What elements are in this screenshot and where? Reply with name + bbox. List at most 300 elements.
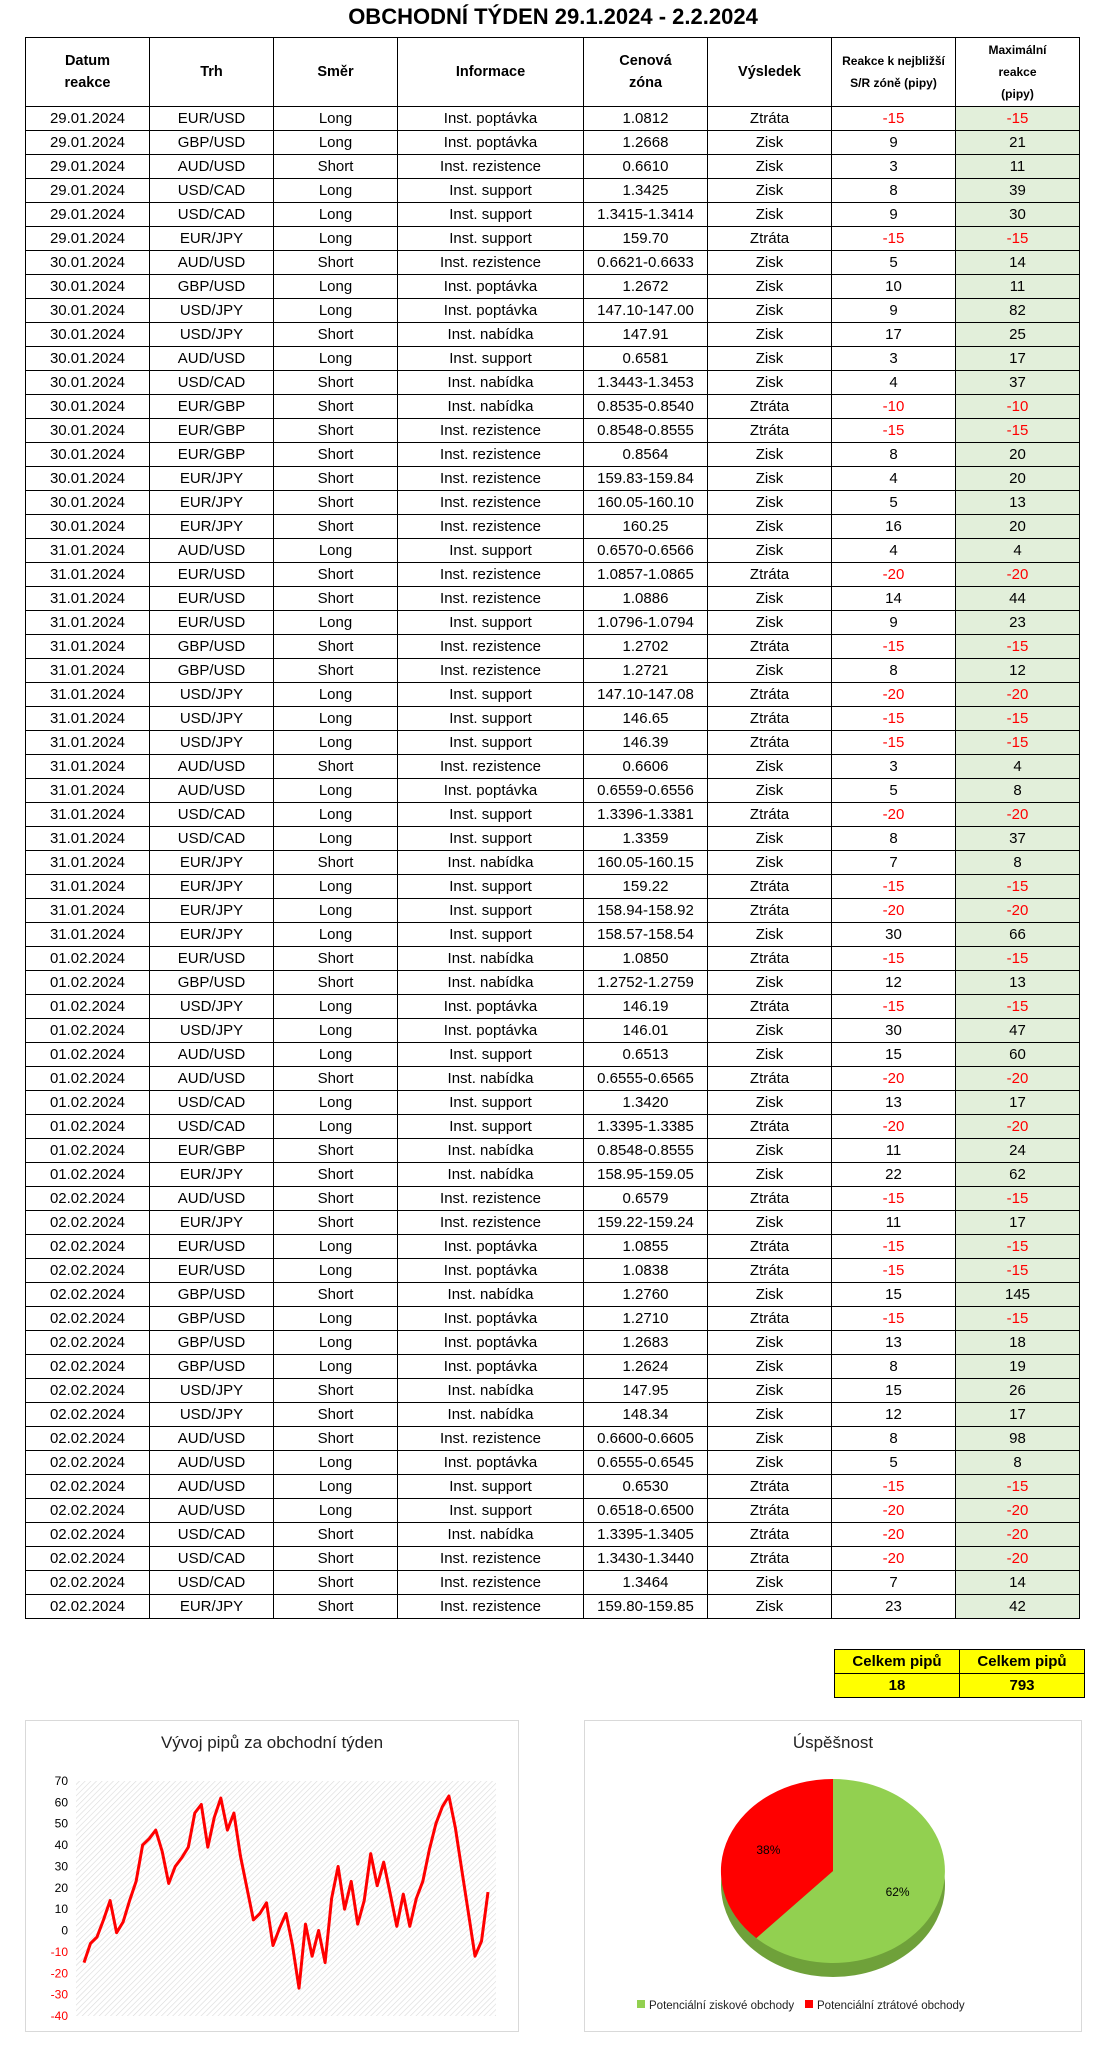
cell-zone: 1.0796-1.0794 bbox=[584, 611, 708, 635]
cell-info: Inst. support bbox=[398, 611, 584, 635]
table-row bbox=[26, 1067, 1080, 1091]
cell-direction: Long bbox=[274, 731, 398, 755]
cell-max-reaction: 8 bbox=[956, 1451, 1080, 1475]
cell-reaction: -20 bbox=[832, 1547, 956, 1571]
cell-result: Zisk bbox=[708, 371, 832, 395]
cell-date: 01.02.2024 bbox=[26, 947, 150, 971]
cell-direction: Long bbox=[274, 275, 398, 299]
cell-date: 31.01.2024 bbox=[26, 803, 150, 827]
cell-info: Inst. support bbox=[398, 899, 584, 923]
total-label-reaction: Celkem pipů bbox=[835, 1650, 960, 1674]
cell-market: EUR/GBP bbox=[150, 419, 274, 443]
cell-info: Inst. rezistence bbox=[398, 755, 584, 779]
cell-date: 02.02.2024 bbox=[26, 1211, 150, 1235]
cell-market: USD/CAD bbox=[150, 1571, 274, 1595]
cell-reaction: 9 bbox=[832, 131, 956, 155]
cell-date: 31.01.2024 bbox=[26, 611, 150, 635]
table-row bbox=[26, 275, 1080, 299]
cell-info: Inst. nabídka bbox=[398, 851, 584, 875]
cell-result: Zisk bbox=[708, 779, 832, 803]
cell-info: Inst. poptávka bbox=[398, 1259, 584, 1283]
cell-max-reaction: -15 bbox=[956, 995, 1080, 1019]
cell-zone: 158.57-158.54 bbox=[584, 923, 708, 947]
cell-reaction: -20 bbox=[832, 803, 956, 827]
cell-market: USD/CAD bbox=[150, 203, 274, 227]
cell-market: USD/JPY bbox=[150, 707, 274, 731]
cell-date: 31.01.2024 bbox=[26, 827, 150, 851]
cell-reaction: -15 bbox=[832, 635, 956, 659]
cell-date: 30.01.2024 bbox=[26, 275, 150, 299]
cell-reaction: -15 bbox=[832, 947, 956, 971]
cell-market: EUR/JPY bbox=[150, 1211, 274, 1235]
cell-market: EUR/GBP bbox=[150, 443, 274, 467]
cell-info: Inst. nabídka bbox=[398, 323, 584, 347]
cell-result: Zisk bbox=[708, 131, 832, 155]
cell-info: Inst. support bbox=[398, 347, 584, 371]
cell-direction: Long bbox=[274, 995, 398, 1019]
cell-result: Zisk bbox=[708, 1331, 832, 1355]
line-chart bbox=[26, 1721, 518, 2031]
table-row bbox=[26, 515, 1080, 539]
cell-market: EUR/GBP bbox=[150, 395, 274, 419]
table-row bbox=[26, 203, 1080, 227]
cell-info: Inst. support bbox=[398, 203, 584, 227]
cell-max-reaction: 47 bbox=[956, 1019, 1080, 1043]
cell-direction: Long bbox=[274, 299, 398, 323]
cell-direction: Long bbox=[274, 1091, 398, 1115]
col-header-market: Trh bbox=[150, 38, 274, 107]
cell-result: Zisk bbox=[708, 971, 832, 995]
table-row bbox=[26, 1019, 1080, 1043]
cell-reaction: -15 bbox=[832, 419, 956, 443]
cell-direction: Short bbox=[274, 323, 398, 347]
cell-info: Inst. poptávka bbox=[398, 779, 584, 803]
pie-value-label: 62% bbox=[885, 1885, 910, 1899]
legend-swatch bbox=[805, 2000, 813, 2008]
cell-zone: 0.8564 bbox=[584, 443, 708, 467]
cell-date: 01.02.2024 bbox=[26, 1067, 150, 1091]
cell-market: AUD/USD bbox=[150, 1451, 274, 1475]
table-row bbox=[26, 491, 1080, 515]
cell-direction: Short bbox=[274, 1187, 398, 1211]
cell-direction: Short bbox=[274, 371, 398, 395]
cell-market: USD/CAD bbox=[150, 1091, 274, 1115]
table-row bbox=[26, 539, 1080, 563]
y-tick-label: -10 bbox=[50, 1944, 68, 1959]
cell-market: EUR/USD bbox=[150, 611, 274, 635]
cell-zone: 0.6570-0.6566 bbox=[584, 539, 708, 563]
cell-info: Inst. support bbox=[398, 875, 584, 899]
cell-date: 30.01.2024 bbox=[26, 371, 150, 395]
cell-direction: Short bbox=[274, 755, 398, 779]
cell-market: GBP/USD bbox=[150, 131, 274, 155]
cell-reaction: 12 bbox=[832, 971, 956, 995]
y-tick-label: 40 bbox=[54, 1838, 68, 1853]
table-row bbox=[26, 347, 1080, 371]
cell-info: Inst. poptávka bbox=[398, 299, 584, 323]
cell-result: Ztráta bbox=[708, 1307, 832, 1331]
cell-result: Ztráta bbox=[708, 107, 832, 131]
cell-result: Zisk bbox=[708, 251, 832, 275]
cell-direction: Short bbox=[274, 1211, 398, 1235]
cell-result: Zisk bbox=[708, 1139, 832, 1163]
cell-date: 02.02.2024 bbox=[26, 1547, 150, 1571]
cell-result: Zisk bbox=[708, 1379, 832, 1403]
cell-zone: 1.0855 bbox=[584, 1235, 708, 1259]
cell-date: 31.01.2024 bbox=[26, 779, 150, 803]
cell-max-reaction: 20 bbox=[956, 443, 1080, 467]
table-row bbox=[26, 467, 1080, 491]
cell-max-reaction: 18 bbox=[956, 1331, 1080, 1355]
cell-date: 31.01.2024 bbox=[26, 707, 150, 731]
cell-market: EUR/JPY bbox=[150, 923, 274, 947]
cell-market: GBP/USD bbox=[150, 659, 274, 683]
cell-direction: Long bbox=[274, 923, 398, 947]
cell-reaction: -15 bbox=[832, 1475, 956, 1499]
cell-reaction: -20 bbox=[832, 1067, 956, 1091]
cell-direction: Short bbox=[274, 1283, 398, 1307]
cell-direction: Short bbox=[274, 1067, 398, 1091]
cell-zone: 1.3396-1.3381 bbox=[584, 803, 708, 827]
cell-max-reaction: 82 bbox=[956, 299, 1080, 323]
cell-date: 29.01.2024 bbox=[26, 203, 150, 227]
cell-zone: 1.3464 bbox=[584, 1571, 708, 1595]
cell-max-reaction: 37 bbox=[956, 827, 1080, 851]
cell-zone: 1.3395-1.3405 bbox=[584, 1523, 708, 1547]
cell-reaction: -20 bbox=[832, 563, 956, 587]
cell-zone: 160.05-160.15 bbox=[584, 851, 708, 875]
cell-result: Ztráta bbox=[708, 419, 832, 443]
cell-info: Inst. support bbox=[398, 539, 584, 563]
cell-reaction: 15 bbox=[832, 1379, 956, 1403]
cell-direction: Long bbox=[274, 611, 398, 635]
table-row bbox=[26, 899, 1080, 923]
cell-zone: 0.6518-0.6500 bbox=[584, 1499, 708, 1523]
cell-reaction: 15 bbox=[832, 1043, 956, 1067]
table-row bbox=[26, 563, 1080, 587]
cell-market: EUR/GBP bbox=[150, 1139, 274, 1163]
cell-market: USD/JPY bbox=[150, 995, 274, 1019]
table-row bbox=[26, 1451, 1080, 1475]
cell-max-reaction: -20 bbox=[956, 563, 1080, 587]
cell-info: Inst. nabídka bbox=[398, 1523, 584, 1547]
cell-direction: Long bbox=[274, 1499, 398, 1523]
cell-info: Inst. poptávka bbox=[398, 1019, 584, 1043]
cell-result: Zisk bbox=[708, 443, 832, 467]
cell-info: Inst. support bbox=[398, 227, 584, 251]
cell-max-reaction: -15 bbox=[956, 227, 1080, 251]
cell-direction: Short bbox=[274, 635, 398, 659]
pie-chart bbox=[585, 1721, 1081, 2031]
legend-label: Potenciální ztrátové obchody bbox=[817, 2000, 965, 2012]
cell-direction: Long bbox=[274, 1235, 398, 1259]
table-row bbox=[26, 1499, 1080, 1523]
cell-info: Inst. rezistence bbox=[398, 1427, 584, 1451]
cell-zone: 1.0857-1.0865 bbox=[584, 563, 708, 587]
cell-direction: Long bbox=[274, 803, 398, 827]
cell-zone: 1.3420 bbox=[584, 1091, 708, 1115]
col-header-reaction: Reakce k nejbližší S/R zóně (pipy) bbox=[832, 38, 956, 107]
cell-zone: 1.0812 bbox=[584, 107, 708, 131]
cell-info: Inst. rezistence bbox=[398, 1571, 584, 1595]
cell-zone: 1.3430-1.3440 bbox=[584, 1547, 708, 1571]
cell-direction: Long bbox=[274, 1355, 398, 1379]
y-tick-label: 50 bbox=[54, 1816, 68, 1831]
cell-info: Inst. support bbox=[398, 827, 584, 851]
cell-date: 30.01.2024 bbox=[26, 251, 150, 275]
table-row bbox=[26, 299, 1080, 323]
cell-max-reaction: 17 bbox=[956, 1403, 1080, 1427]
table-row bbox=[26, 1187, 1080, 1211]
cell-result: Zisk bbox=[708, 1019, 832, 1043]
cell-date: 01.02.2024 bbox=[26, 1115, 150, 1139]
cell-date: 02.02.2024 bbox=[26, 1331, 150, 1355]
cell-reaction: -15 bbox=[832, 1259, 956, 1283]
cell-reaction: 5 bbox=[832, 251, 956, 275]
cell-zone: 159.22-159.24 bbox=[584, 1211, 708, 1235]
cell-reaction: 5 bbox=[832, 491, 956, 515]
cell-market: EUR/JPY bbox=[150, 515, 274, 539]
cell-result: Ztráta bbox=[708, 899, 832, 923]
cell-date: 29.01.2024 bbox=[26, 179, 150, 203]
cell-result: Zisk bbox=[708, 1595, 832, 1619]
cell-zone: 0.8548-0.8555 bbox=[584, 419, 708, 443]
cell-market: EUR/JPY bbox=[150, 899, 274, 923]
cell-market: EUR/USD bbox=[150, 947, 274, 971]
cell-reaction: 9 bbox=[832, 299, 956, 323]
cell-direction: Short bbox=[274, 851, 398, 875]
cell-info: Inst. rezistence bbox=[398, 587, 584, 611]
cell-max-reaction: 24 bbox=[956, 1139, 1080, 1163]
cell-max-reaction: 4 bbox=[956, 539, 1080, 563]
cell-info: Inst. support bbox=[398, 1043, 584, 1067]
cell-date: 01.02.2024 bbox=[26, 1019, 150, 1043]
cell-date: 29.01.2024 bbox=[26, 155, 150, 179]
cell-result: Ztráta bbox=[708, 227, 832, 251]
y-tick-label: -30 bbox=[50, 1987, 68, 2002]
table-row bbox=[26, 659, 1080, 683]
cell-reaction: -20 bbox=[832, 1499, 956, 1523]
cell-date: 02.02.2024 bbox=[26, 1523, 150, 1547]
cell-reaction: -15 bbox=[832, 107, 956, 131]
cell-result: Zisk bbox=[708, 155, 832, 179]
cell-info: Inst. support bbox=[398, 923, 584, 947]
cell-direction: Long bbox=[274, 707, 398, 731]
cell-date: 30.01.2024 bbox=[26, 515, 150, 539]
cell-market: EUR/USD bbox=[150, 1235, 274, 1259]
cell-info: Inst. support bbox=[398, 803, 584, 827]
cell-market: USD/CAD bbox=[150, 179, 274, 203]
table-row bbox=[26, 1547, 1080, 1571]
cell-zone: 159.22 bbox=[584, 875, 708, 899]
cell-reaction: 7 bbox=[832, 1571, 956, 1595]
cell-zone: 0.6579 bbox=[584, 1187, 708, 1211]
cell-zone: 160.25 bbox=[584, 515, 708, 539]
cell-result: Zisk bbox=[708, 323, 832, 347]
cell-direction: Long bbox=[274, 899, 398, 923]
cell-reaction: -15 bbox=[832, 875, 956, 899]
cell-max-reaction: 14 bbox=[956, 1571, 1080, 1595]
cell-result: Ztráta bbox=[708, 875, 832, 899]
cell-date: 31.01.2024 bbox=[26, 683, 150, 707]
cell-date: 02.02.2024 bbox=[26, 1283, 150, 1307]
cell-market: AUD/USD bbox=[150, 1187, 274, 1211]
cell-info: Inst. support bbox=[398, 1115, 584, 1139]
cell-zone: 1.2702 bbox=[584, 635, 708, 659]
y-tick-label: 10 bbox=[54, 1902, 68, 1917]
cell-reaction: -15 bbox=[832, 1235, 956, 1259]
cell-market: USD/JPY bbox=[150, 323, 274, 347]
cell-market: USD/CAD bbox=[150, 1547, 274, 1571]
cell-max-reaction: 13 bbox=[956, 491, 1080, 515]
cell-market: USD/JPY bbox=[150, 1379, 274, 1403]
cell-zone: 1.2624 bbox=[584, 1355, 708, 1379]
cell-max-reaction: -10 bbox=[956, 395, 1080, 419]
cell-zone: 158.94-158.92 bbox=[584, 899, 708, 923]
cell-max-reaction: 8 bbox=[956, 779, 1080, 803]
cell-info: Inst. support bbox=[398, 731, 584, 755]
cell-result: Zisk bbox=[708, 1571, 832, 1595]
cell-max-reaction: -15 bbox=[956, 731, 1080, 755]
cell-reaction: -15 bbox=[832, 1187, 956, 1211]
cell-reaction: 4 bbox=[832, 539, 956, 563]
cell-reaction: -15 bbox=[832, 995, 956, 1019]
col-header-direction: Směr bbox=[274, 38, 398, 107]
cell-zone: 1.0838 bbox=[584, 1259, 708, 1283]
cell-market: GBP/USD bbox=[150, 1307, 274, 1331]
cell-max-reaction: 26 bbox=[956, 1379, 1080, 1403]
cell-max-reaction: 44 bbox=[956, 587, 1080, 611]
cell-result: Zisk bbox=[708, 1427, 832, 1451]
cell-market: EUR/USD bbox=[150, 107, 274, 131]
cell-market: USD/JPY bbox=[150, 1403, 274, 1427]
cell-market: AUD/USD bbox=[150, 1067, 274, 1091]
pie-value-label: 38% bbox=[756, 1843, 781, 1857]
cell-direction: Long bbox=[274, 539, 398, 563]
pie-chart-panel bbox=[584, 1720, 1082, 2032]
cell-max-reaction: 17 bbox=[956, 347, 1080, 371]
cell-info: Inst. rezistence bbox=[398, 419, 584, 443]
cell-result: Ztráta bbox=[708, 1115, 832, 1139]
cell-max-reaction: -15 bbox=[956, 107, 1080, 131]
table-row bbox=[26, 851, 1080, 875]
cell-info: Inst. nabídka bbox=[398, 1139, 584, 1163]
cell-reaction: 9 bbox=[832, 203, 956, 227]
cell-date: 02.02.2024 bbox=[26, 1427, 150, 1451]
cell-result: Zisk bbox=[708, 275, 832, 299]
cell-max-reaction: 37 bbox=[956, 371, 1080, 395]
table-row bbox=[26, 1595, 1080, 1619]
cell-result: Ztráta bbox=[708, 395, 832, 419]
cell-info: Inst. poptávka bbox=[398, 131, 584, 155]
table-row bbox=[26, 1307, 1080, 1331]
cell-info: Inst. rezistence bbox=[398, 443, 584, 467]
cell-direction: Long bbox=[274, 227, 398, 251]
cell-reaction: 13 bbox=[832, 1091, 956, 1115]
cell-reaction: -20 bbox=[832, 1523, 956, 1547]
cell-reaction: -20 bbox=[832, 683, 956, 707]
cell-reaction: 11 bbox=[832, 1139, 956, 1163]
cell-market: GBP/USD bbox=[150, 635, 274, 659]
cell-info: Inst. nabídka bbox=[398, 947, 584, 971]
cell-market: GBP/USD bbox=[150, 971, 274, 995]
cell-reaction: 3 bbox=[832, 347, 956, 371]
cell-reaction: 13 bbox=[832, 1331, 956, 1355]
cell-reaction: 12 bbox=[832, 1403, 956, 1427]
line-chart-title: Vývoj pipů za obchodní týden bbox=[160, 1733, 384, 1752]
cell-date: 02.02.2024 bbox=[26, 1451, 150, 1475]
cell-zone: 146.01 bbox=[584, 1019, 708, 1043]
cell-result: Zisk bbox=[708, 755, 832, 779]
cell-result: Zisk bbox=[708, 827, 832, 851]
table-row bbox=[26, 1163, 1080, 1187]
cell-result: Ztráta bbox=[708, 947, 832, 971]
cell-info: Inst. rezistence bbox=[398, 1595, 584, 1619]
cell-market: EUR/USD bbox=[150, 587, 274, 611]
cell-direction: Long bbox=[274, 1475, 398, 1499]
cell-max-reaction: 145 bbox=[956, 1283, 1080, 1307]
table-row bbox=[26, 371, 1080, 395]
cell-max-reaction: -20 bbox=[956, 1523, 1080, 1547]
cell-result: Ztráta bbox=[708, 1259, 832, 1283]
cell-date: 31.01.2024 bbox=[26, 851, 150, 875]
cell-max-reaction: -20 bbox=[956, 1547, 1080, 1571]
cell-reaction: 15 bbox=[832, 1283, 956, 1307]
cell-direction: Short bbox=[274, 1379, 398, 1403]
cell-market: USD/CAD bbox=[150, 827, 274, 851]
cell-reaction: -15 bbox=[832, 227, 956, 251]
cell-max-reaction: -15 bbox=[956, 1307, 1080, 1331]
cell-date: 30.01.2024 bbox=[26, 467, 150, 491]
col-header-info: Informace bbox=[398, 38, 584, 107]
cell-reaction: 3 bbox=[832, 155, 956, 179]
cell-zone: 146.39 bbox=[584, 731, 708, 755]
cell-direction: Short bbox=[274, 587, 398, 611]
table-row bbox=[26, 1139, 1080, 1163]
cell-max-reaction: 17 bbox=[956, 1091, 1080, 1115]
cell-max-reaction: 20 bbox=[956, 467, 1080, 491]
table-row bbox=[26, 251, 1080, 275]
table-row bbox=[26, 1259, 1080, 1283]
cell-date: 02.02.2024 bbox=[26, 1595, 150, 1619]
cell-max-reaction: -20 bbox=[956, 899, 1080, 923]
cell-max-reaction: 23 bbox=[956, 611, 1080, 635]
table-row bbox=[26, 419, 1080, 443]
table-row bbox=[26, 1115, 1080, 1139]
cell-max-reaction: 13 bbox=[956, 971, 1080, 995]
plot-area bbox=[76, 1781, 496, 2016]
y-tick-label: -40 bbox=[50, 2009, 68, 2023]
table-row bbox=[26, 1283, 1080, 1307]
cell-market: USD/JPY bbox=[150, 731, 274, 755]
cell-result: Zisk bbox=[708, 347, 832, 371]
cell-direction: Short bbox=[274, 251, 398, 275]
cell-max-reaction: 42 bbox=[956, 1595, 1080, 1619]
table-row bbox=[26, 707, 1080, 731]
cell-market: USD/JPY bbox=[150, 683, 274, 707]
y-tick-label: 70 bbox=[54, 1774, 68, 1788]
cell-market: GBP/USD bbox=[150, 1331, 274, 1355]
cell-date: 31.01.2024 bbox=[26, 755, 150, 779]
cell-info: Inst. poptávka bbox=[398, 995, 584, 1019]
cell-date: 02.02.2024 bbox=[26, 1235, 150, 1259]
table-row bbox=[26, 971, 1080, 995]
cell-result: Zisk bbox=[708, 1091, 832, 1115]
cell-reaction: -10 bbox=[832, 395, 956, 419]
cell-direction: Long bbox=[274, 1115, 398, 1139]
cell-max-reaction: 39 bbox=[956, 179, 1080, 203]
table-row bbox=[26, 635, 1080, 659]
